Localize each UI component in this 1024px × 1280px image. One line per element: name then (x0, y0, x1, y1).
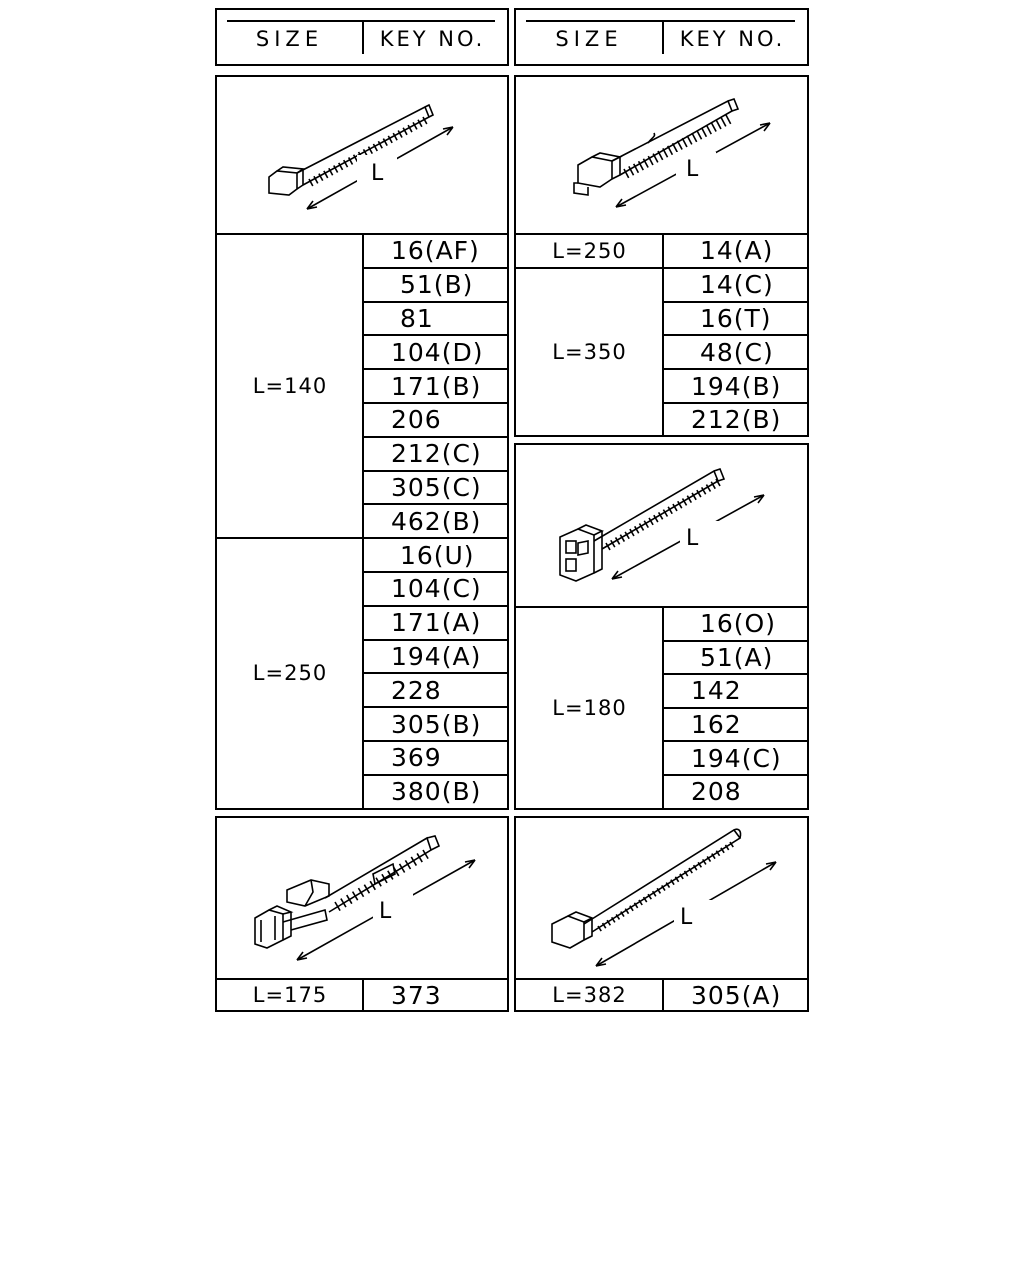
key-no-cell: 16(T) (691, 303, 772, 333)
dimension-label-e: L (680, 905, 693, 930)
header-right-size: SIZE (555, 27, 623, 51)
key-no-cell: 194(C) (691, 743, 782, 773)
key-no-cell: 194(B) (691, 371, 782, 401)
dimension-label-c: L (686, 526, 699, 551)
key-no-cell: 142 (691, 676, 742, 706)
cable-tie-long-illustration (516, 818, 811, 980)
key-no-cell: 162 (691, 710, 742, 740)
panel-a (215, 75, 509, 810)
header-right (514, 8, 809, 66)
key-no-cell: 81 (391, 303, 434, 333)
size-cell: L=250 (552, 238, 627, 263)
dimension-label-d: L (379, 899, 392, 924)
key-no-cell: 369 (391, 743, 442, 773)
key-no-cell: 14(A) (691, 236, 774, 266)
key-no-cell: 16(AF) (391, 236, 480, 266)
size-cell: L=350 (552, 340, 627, 365)
dimension-label-b: L (686, 157, 699, 182)
cable-tie-mount-illustration (217, 818, 511, 980)
key-no-cell: 16(O) (691, 609, 776, 639)
key-no-cell: 305(A) (691, 980, 782, 1010)
key-no-cell: 14(C) (691, 270, 774, 300)
key-no-cell: 462(B) (391, 506, 482, 536)
panel-b (514, 75, 809, 437)
size-cell: L=175 (252, 983, 328, 1007)
size-cell: L=250 (252, 661, 328, 686)
key-no-cell: 194(A) (391, 641, 482, 671)
key-no-cell: 212(C) (391, 439, 482, 469)
key-no-cell: 208 (691, 777, 742, 807)
panel-e (514, 816, 809, 1012)
key-no-cell: 171(B) (391, 371, 482, 401)
key-no-cell: 104(D) (391, 337, 484, 367)
panel-c (514, 443, 809, 810)
cable-tie-standard-illustration (217, 77, 511, 235)
key-no-cell: 16(U) (391, 540, 475, 570)
size-cell: L=180 (552, 695, 627, 720)
header-left (215, 8, 509, 66)
header-right-key: KEY NO. (679, 27, 786, 51)
header-left-size: SIZE (255, 27, 324, 51)
key-no-cell: 373 (391, 980, 442, 1010)
key-no-cell: 305(C) (391, 472, 482, 502)
cable-tie-wide-illustration (516, 77, 811, 235)
key-no-cell: 212(B) (691, 405, 782, 435)
key-no-cell: 51(A) (691, 642, 774, 672)
key-no-cell: 206 (391, 405, 442, 435)
key-no-cell: 104(C) (391, 574, 482, 604)
key-no-cell: 380(B) (391, 777, 482, 807)
key-no-cell: 51(B) (391, 270, 474, 300)
dimension-label-a: L (371, 161, 384, 186)
key-no-cell: 305(B) (391, 709, 482, 739)
panel-d (215, 816, 509, 1012)
size-cell: L=382 (552, 983, 627, 1007)
key-no-cell: 48(C) (691, 337, 774, 367)
size-cell: L=140 (252, 374, 328, 399)
cable-tie-clip-illustration (516, 445, 811, 607)
header-left-key: KEY NO. (379, 27, 486, 51)
key-no-cell: 228 (391, 675, 442, 705)
key-no-cell: 171(A) (391, 608, 482, 638)
